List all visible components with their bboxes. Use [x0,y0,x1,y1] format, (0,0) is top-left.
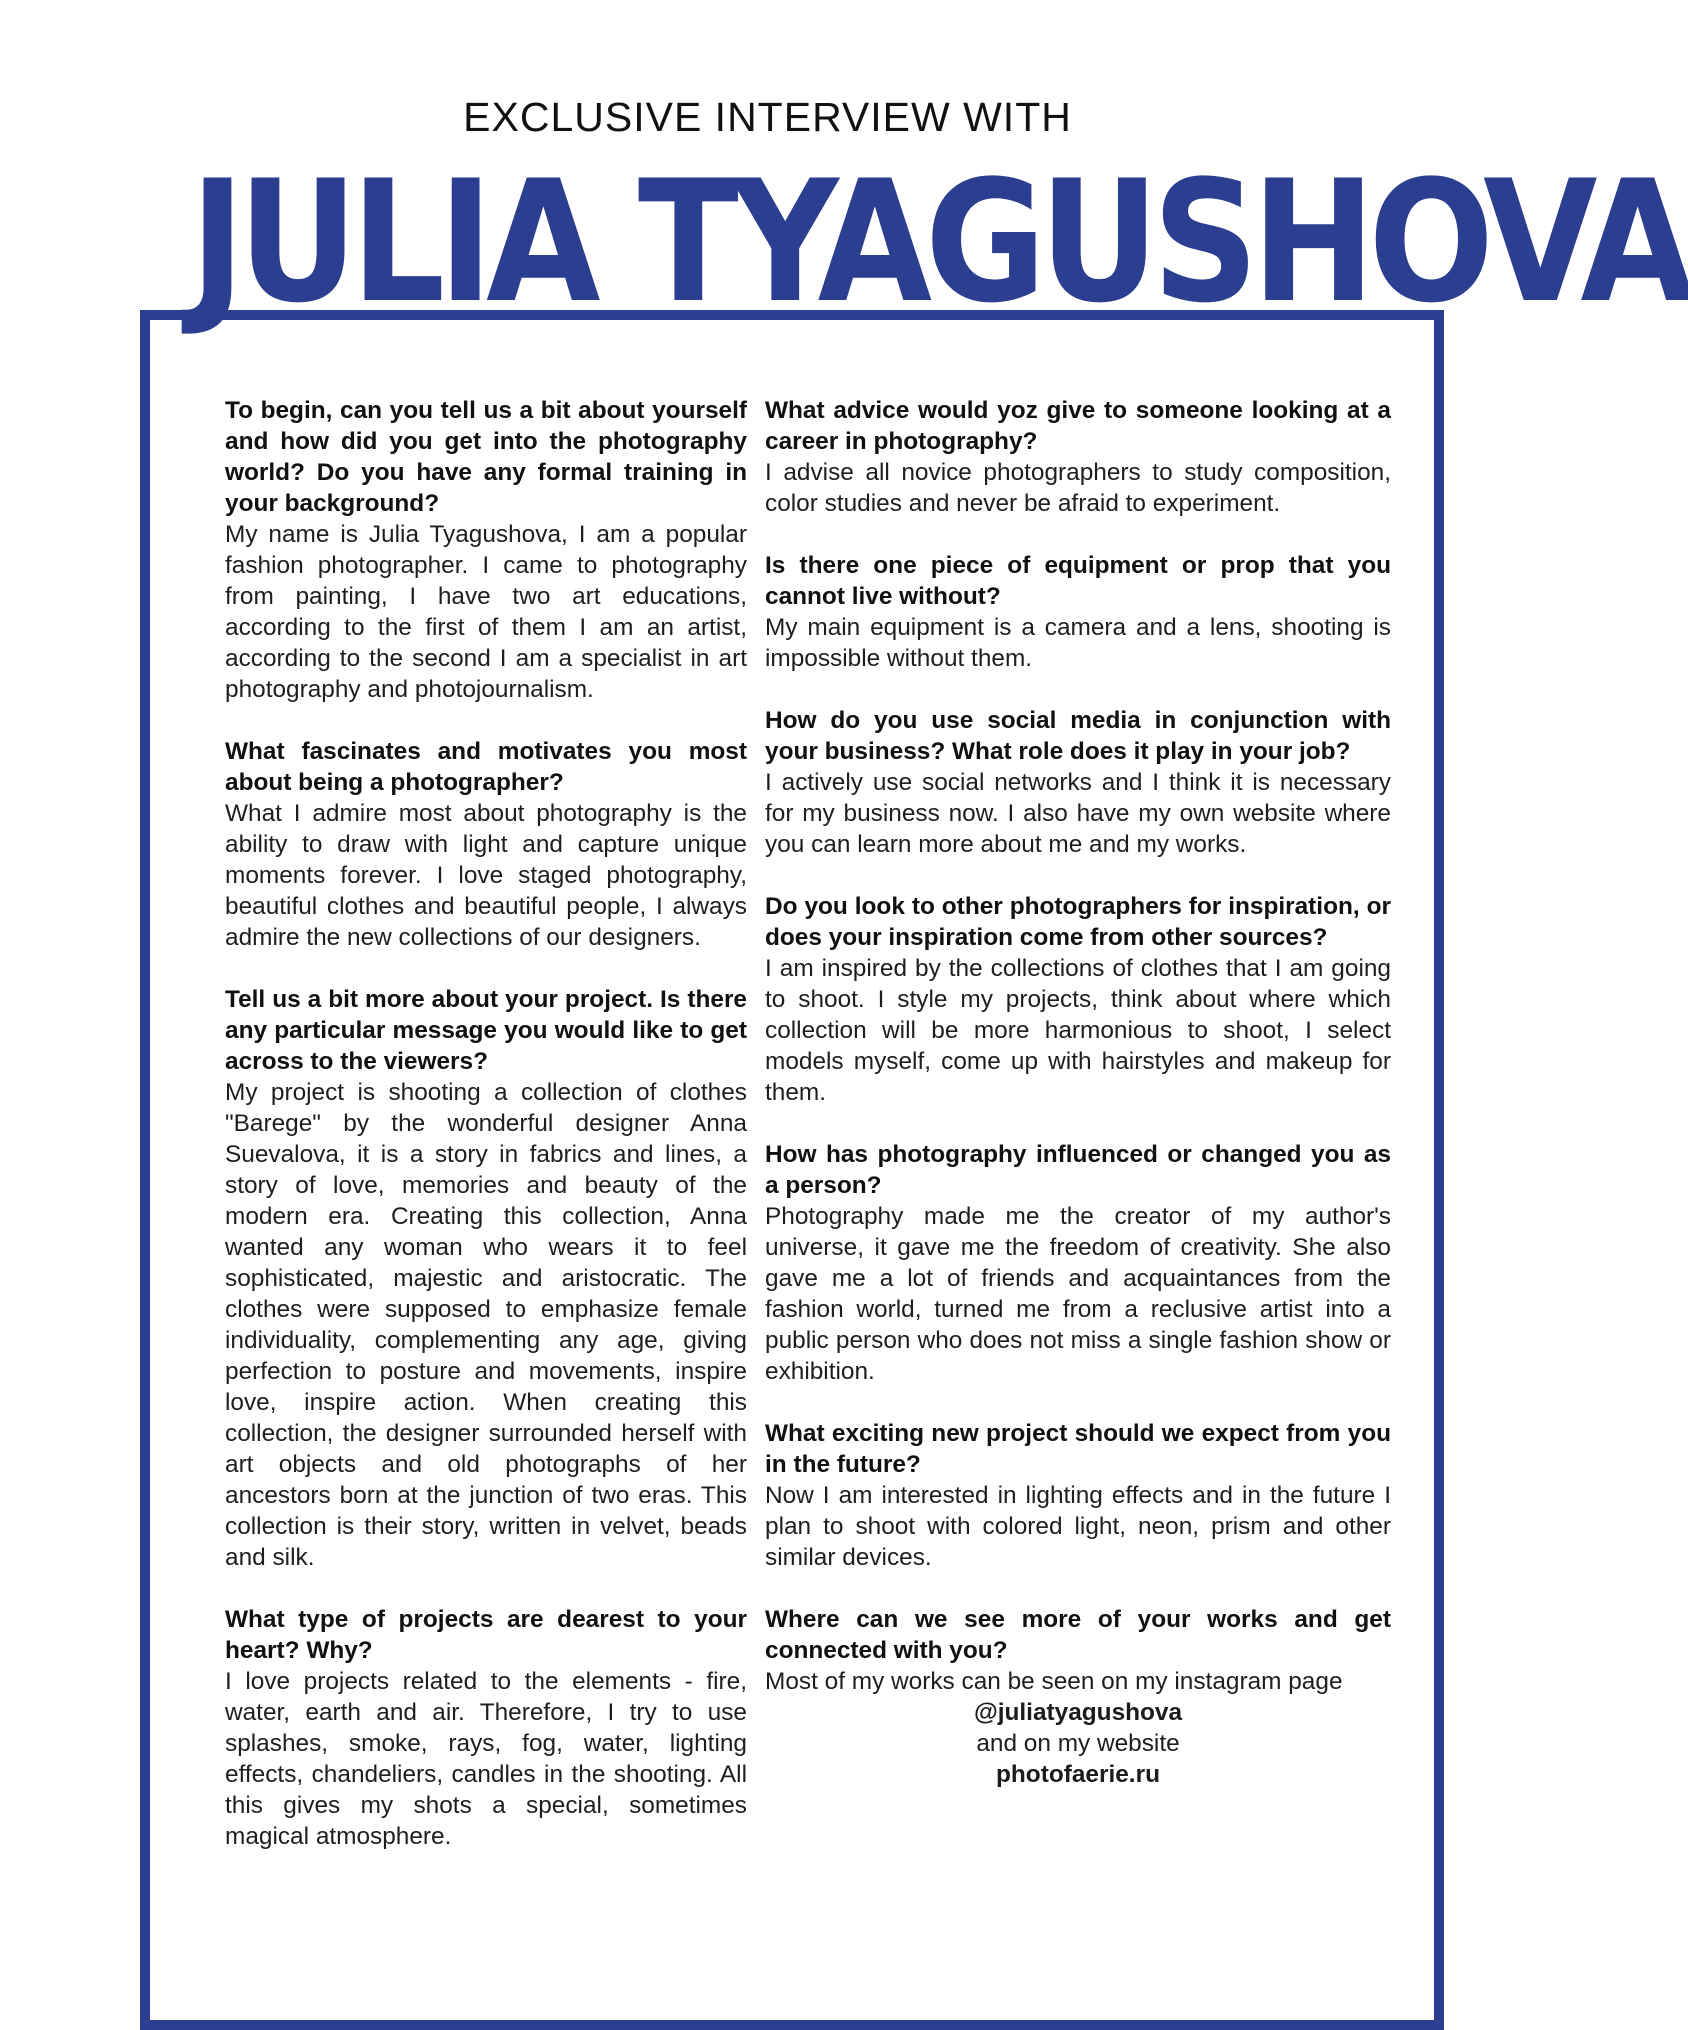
website-link[interactable]: photofaerie.ru [996,1761,1160,1788]
answer: My name is Julia Tyagushova, I am a popular fashion photographer. I came to photography from painting, I have two art educations, according to the first of them I am an artist, according to the second I am a specialist in art photography and photojournalism. [225,521,747,703]
answer: My project is shooting a collection of clothes "Barege" by the wonderful designer Anna Suevalova, it is a story in fabrics and lines, a story of love, memories and beauty of the modern era. Creating this collection, Anna wanted any woman who wears it to feel sophisticated, majestic and aristocratic. The clothes were supposed to emphasize female individuality, complementing any age, giving perfection to posture and movements, inspire love, inspire action. When creating this collection, the designer surrounded herself with art objects and old photographs of her ancestors born at the junction of two eras. This collection is their story, written in velvet, beads and silk. [225,1079,747,1571]
question: What exciting new project should we expect from you in the future? [765,1420,1391,1478]
left-column [225,395,747,1883]
question: Do you look to other photographers for inspiration, or does your inspiration come from other sources? [765,893,1391,951]
kicker-title: EXCLUSIVE INTERVIEW WITH [463,94,1072,140]
qa-block [765,891,1391,1108]
answer: What I admire most about photography is the ability to draw with light and capture unique moments forever. I love staged photography, beautiful clothes and beautiful people, I always admire the new collections of our designers. [225,800,747,951]
website-connector: and on my website [976,1730,1180,1757]
answer: I love projects related to the elements - fire, water, earth and air. Therefore, I try to use splashes, smoke, rays, fog, water, lighting effects, chandeliers, candles in the shooting. All this gives my shots a special, sometimes magical atmosphere. [225,1668,747,1850]
answer: Photography made me the creator of my author's universe, it gave me the freedom of creativity. She also gave me a lot of friends and acquaintances from the fashion world, turned me from a reclusive artist into a public person who does not miss a single fashion show or exhibition. [765,1203,1391,1385]
answer: Most of my works can be seen on my instagram page [765,1668,1343,1695]
question: Where can we see more of your works and get connected with you? [765,1606,1391,1664]
answer: My main equipment is a camera and a lens, shooting is impossible without them. [765,614,1391,672]
interviewee-name: JULIA TYAGUSHOVA [190,144,1688,340]
right-column [765,395,1391,1821]
answer: Now I am interested in lighting effects and in the future I plan to shoot with colored light, neon, prism and other similar devices. [765,1482,1391,1571]
answer: I am inspired by the collections of clothes that I am going to shoot. I style my projects, think about where which collection will be more harmonious to shoot, I select models myself, come up with hairstyles and makeup for them. [765,955,1391,1106]
question: What advice would yoz give to someone looking at a career in photography? [765,397,1391,455]
question: Tell us a bit more about your project. Is there any particular message you would like to get across to the viewers? [225,986,747,1075]
qa-block-contact [765,1604,1391,1790]
question: Is there one piece of equipment or prop that you cannot live without? [765,552,1391,610]
answer: I actively use social networks and I think it is necessary for my business now. I also have my own website where you can learn more about me and my works. [765,769,1391,858]
qa-block [765,705,1391,860]
question: How has photography influenced or changed you as a person? [765,1141,1391,1199]
instagram-handle-link[interactable]: @juliatyagushova [973,1699,1183,1726]
qa-block [765,550,1391,674]
qa-block [225,395,747,705]
qa-block [225,736,747,953]
qa-block [765,1139,1391,1387]
question: What fascinates and motivates you most about being a photographer? [225,738,747,796]
qa-block [765,395,1391,519]
question: What type of projects are dearest to your heart? Why? [225,1606,747,1664]
qa-block [765,1418,1391,1573]
answer: I advise all novice photographers to study composition, color studies and never be afraid to experiment. [765,459,1391,517]
qa-block [225,984,747,1573]
question: To begin, can you tell us a bit about yourself and how did you get into the photography world? Do you have any formal training in your background? [225,397,747,517]
qa-block [225,1604,747,1852]
question: How do you use social media in conjunction with your business? What role does it play in your job? [765,707,1391,765]
